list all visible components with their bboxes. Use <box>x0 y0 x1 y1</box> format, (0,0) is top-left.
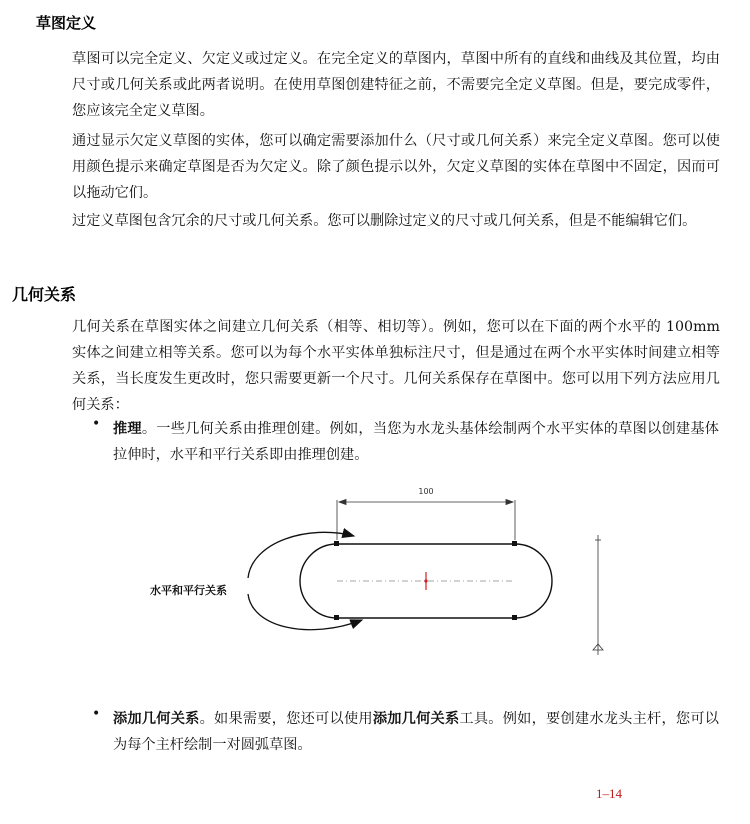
bullet-marker: • <box>92 706 101 722</box>
bullet-item-inference <box>113 416 719 468</box>
bullet-text: 。如果需要，您还可以使用 <box>199 711 373 727</box>
paragraph-full-definition: 草图可以完全定义、欠定义或过定义。在完全定义的草图内，草图中所有的直线和曲线及其位置，均由尺寸或几何关系或此两者说明。在使用草图创建特征之前，不需要完全定义草图。但是，要完成零件，您应该完全定义草图。 <box>72 51 720 119</box>
page-number: 1–14 <box>596 786 622 801</box>
vertical-reference <box>593 535 603 655</box>
bullet-term: 添加几何关系 <box>113 711 200 727</box>
sketch-diagram <box>140 480 620 670</box>
bullet-marker: • <box>92 416 101 432</box>
bullet-text: 。一些几何关系由推理创建。例如，当您为水龙头基体绘制两个水平实体的草图以创建基体拉伸时，水平和平行关系即由推理创建。 <box>113 421 719 463</box>
dimension-100 <box>337 500 515 541</box>
callout-label: 水平和平行关系 <box>150 584 227 597</box>
dimension-label: 100 <box>418 487 434 496</box>
bullet-term: 推理 <box>113 421 142 437</box>
section-title-relations: 几何关系 <box>12 285 77 304</box>
paragraph-under-definition: 通过显示欠定义草图的实体，您可以确定需要添加什么（尺寸或几何关系）来完全定义草图。您可以使用颜色提示来确定草图是否为欠定义。除了颜色提示以外，欠定义草图的实体在草图中不固定，因而可以拖动它们。 <box>72 133 720 201</box>
bullet-item-add-relations <box>113 706 719 758</box>
paragraph-relations-intro: 几何关系在草图实体之间建立几何关系（相等、相切等）。例如，您可以在下面的两个水平的 100mm 实体之间建立相等关系。您可以为每个水平实体单独标注尺寸，但是通过在两个水平实体时间建立相等关系，当长度发生更改时，您只需要更新一个尺寸。几何关系保存在草图中。您可以用下列方法应用几何关系： <box>72 319 720 413</box>
paragraph-over-definition: 过定义草图包含冗余的尺寸或几何关系。您可以删除过定义的尺寸或几何关系，但是不能编辑它们。 <box>72 213 697 229</box>
section-title-sketch-definition: 草图定义 <box>36 14 97 32</box>
callout-arrows <box>248 532 362 629</box>
bullet-text: 工具。例如，要创建水龙头主杆，您可以为每个主杆绘制一对圆弧草图。 <box>113 711 719 753</box>
tool-name: 添加几何关系 <box>372 711 460 727</box>
